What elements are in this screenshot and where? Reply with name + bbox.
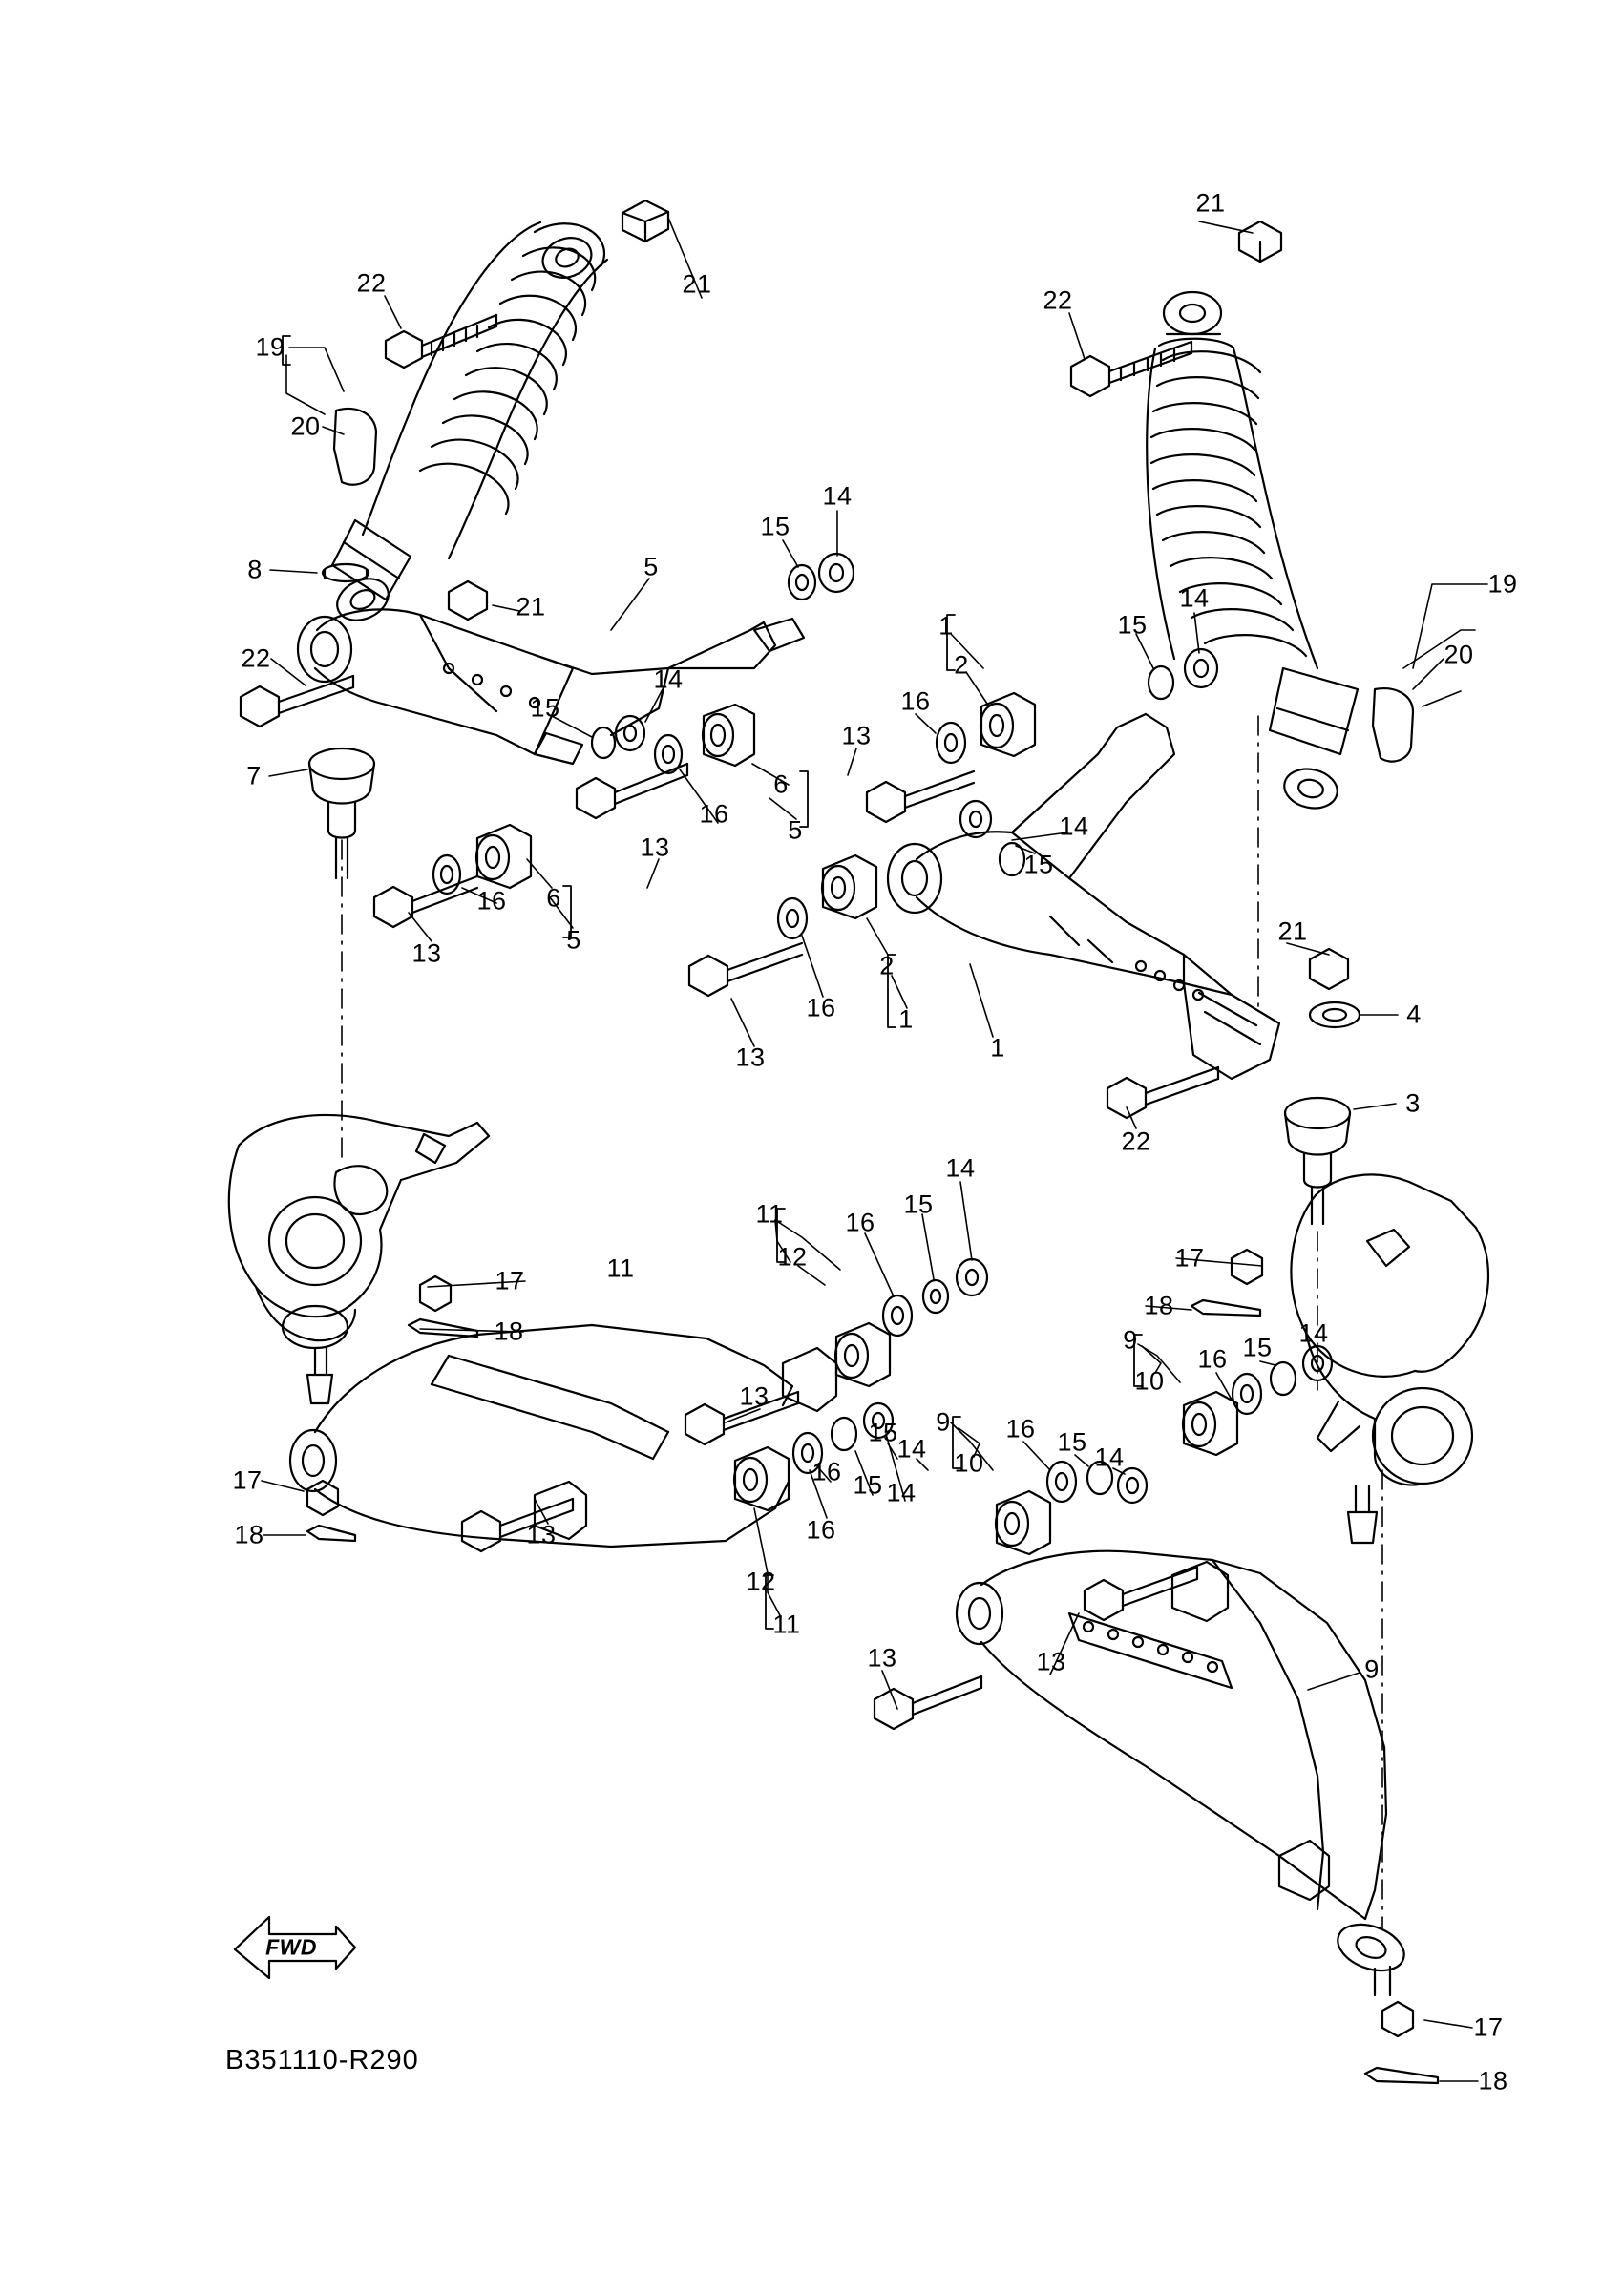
callout-number: 14: [822, 481, 853, 511]
collar-15-d: [1149, 666, 1173, 699]
bolt-21-upper-left: [622, 200, 668, 242]
nut-17-left: [420, 1276, 451, 1311]
bolt-22-mid-right: [1107, 1067, 1218, 1118]
callout-number: 16: [806, 1515, 836, 1545]
callout-number: 16: [699, 799, 729, 829]
callout-number: 15: [903, 1190, 934, 1219]
bolt-13-g: [1085, 1568, 1197, 1620]
callout-number: 17: [232, 1465, 263, 1495]
callout-number: 4: [1406, 1000, 1422, 1029]
washer-14-e: [957, 1259, 987, 1295]
callout-number: 19: [255, 332, 285, 362]
callout-number: 12: [777, 1242, 808, 1272]
bushing-6-a: [703, 705, 754, 766]
callout-number: 1: [990, 1033, 1005, 1063]
callout-number: 18: [494, 1317, 524, 1346]
callout-number: 17: [495, 1266, 525, 1295]
callout-number: 21: [1195, 188, 1226, 218]
callout-number: 11: [606, 1253, 635, 1283]
callout-number: 17: [1473, 2012, 1504, 2042]
steering-knuckle-left: [229, 1115, 489, 1403]
callout-number: 14: [945, 1153, 976, 1183]
callout-number: 14: [653, 664, 684, 694]
bushing-12-b: [734, 1447, 789, 1510]
callout-number: 14: [1059, 811, 1089, 841]
collar-16-e: [883, 1295, 912, 1336]
callout-number: 16: [476, 886, 507, 916]
callout-number: 9: [936, 1407, 951, 1437]
callout-number: 18: [1144, 1291, 1174, 1320]
callout-number: 15: [868, 1418, 898, 1447]
callout-number: 2: [879, 951, 895, 980]
callout-number: 13: [841, 721, 872, 750]
callout-number: 16: [812, 1457, 842, 1486]
part-code-label: B351110-R290: [225, 2045, 419, 2075]
callout-number: 1: [898, 1004, 914, 1034]
callout-number: 13: [411, 938, 442, 968]
cotter-pin-18-lower-left: [307, 1526, 355, 1541]
collar-16-h: [1047, 1462, 1076, 1502]
nut-17-bottom: [1382, 2002, 1413, 2036]
callout-number: 6: [546, 883, 561, 913]
callout-number: 15: [1117, 610, 1148, 640]
bushing-6-b: [476, 825, 531, 888]
callout-number: 15: [530, 693, 560, 723]
callout-number: 22: [241, 643, 271, 673]
cotter-pin-18-left: [409, 1319, 477, 1337]
leader-lines: [262, 218, 1487, 2081]
callout-number: 14: [1094, 1443, 1125, 1472]
washer-14-a: [819, 554, 854, 592]
callout-number: 13: [867, 1643, 897, 1673]
bump-stop-left: [334, 409, 376, 485]
cotter-pin-18-right: [1191, 1300, 1260, 1316]
callout-number: 14: [886, 1478, 917, 1507]
callout-number: 20: [290, 411, 321, 441]
bump-stop-right: [1373, 688, 1413, 761]
callout-number: 18: [1478, 2066, 1508, 2096]
ring-4: [1310, 1002, 1360, 1027]
callout-number: 8: [247, 555, 263, 584]
washer-14-c: [960, 801, 991, 837]
callout-number: 16: [1197, 1344, 1228, 1374]
callout-number: 5: [788, 815, 803, 845]
callout-number: 5: [566, 925, 581, 955]
callout-number: 21: [516, 592, 546, 621]
callout-number: 22: [356, 268, 387, 298]
callout-number: 1: [938, 611, 954, 641]
bolt-21-arm-left: [449, 581, 487, 620]
callout-number: 22: [1121, 1127, 1151, 1156]
callout-number: 15: [760, 512, 790, 541]
callout-number: 13: [526, 1520, 557, 1549]
callout-number: 10: [1134, 1366, 1165, 1396]
cotter-pin-18-bottom: [1365, 2068, 1438, 2083]
collar-15-f: [832, 1418, 856, 1450]
bolt-22-arm-left: [241, 676, 353, 727]
bushing-2-b: [822, 855, 876, 918]
callout-number: 16: [806, 993, 836, 1022]
callout-number: 5: [643, 552, 659, 581]
ball-joint-3: [1285, 1098, 1350, 1224]
bolt-13-h: [875, 1676, 981, 1729]
bolt-13-d: [689, 943, 802, 996]
shock-absorber-right: [1147, 292, 1358, 812]
collar-16-g: [1233, 1374, 1261, 1414]
callout-number: 15: [1057, 1427, 1087, 1457]
steering-knuckle-right: [1291, 1174, 1488, 1543]
callout-number: 18: [234, 1520, 264, 1549]
callout-number: 6: [773, 769, 789, 799]
lower-arm-right: [957, 1551, 1410, 1995]
bushing-12-a: [835, 1323, 890, 1386]
collar-15-a: [789, 565, 815, 600]
callout-number: 15: [853, 1470, 883, 1500]
bolt-13-c: [867, 771, 974, 822]
callout-number: 3: [1405, 1088, 1421, 1118]
callout-number: 17: [1174, 1243, 1205, 1273]
callout-number: 10: [954, 1448, 984, 1478]
callout-number: 11: [755, 1199, 784, 1229]
washer-14-b: [616, 716, 644, 750]
bolt-21-upper-right: [1239, 221, 1281, 262]
callout-number: 7: [246, 761, 262, 790]
bolt-13-b: [374, 876, 477, 927]
bushing-10-b: [996, 1491, 1050, 1554]
collar-16-c: [937, 723, 965, 763]
callout-number: 21: [682, 269, 712, 299]
callout-number: 13: [735, 1043, 766, 1072]
callout-number: 13: [739, 1381, 769, 1411]
callout-number: 21: [1277, 916, 1308, 946]
callout-number: 14: [896, 1434, 927, 1464]
callout-number: 22: [1043, 285, 1073, 315]
callout-number: 15: [1023, 850, 1054, 879]
collar-15-e: [923, 1280, 948, 1313]
callout-number: 14: [1179, 583, 1210, 613]
callout-number: 19: [1487, 569, 1518, 599]
upper-arm-left: [298, 609, 804, 764]
callout-number: 16: [845, 1208, 875, 1237]
callout-number: 16: [900, 686, 931, 716]
washer-14-d: [1185, 649, 1217, 687]
bushing-10-a: [1183, 1392, 1237, 1455]
fwd-label: FWD: [265, 1934, 317, 1960]
collar-15-g: [1271, 1362, 1296, 1395]
callout-number: 9: [1364, 1654, 1380, 1684]
callout-number: 16: [1005, 1414, 1036, 1443]
collar-16-d: [778, 898, 807, 938]
callout-number: 15: [1242, 1333, 1273, 1362]
callout-number: 11: [772, 1610, 801, 1639]
callout-number: 12: [746, 1567, 776, 1596]
callout-number: 20: [1444, 640, 1474, 669]
callout-number: 13: [1036, 1647, 1066, 1676]
bushing-2-a: [980, 693, 1035, 756]
callout-number: 2: [954, 650, 969, 680]
upper-arm-right: [888, 714, 1279, 1079]
nut-17-right: [1232, 1250, 1262, 1284]
collar-15-b: [592, 727, 615, 758]
callout-number: 13: [640, 832, 670, 862]
bolt-22-upper-right: [1071, 342, 1191, 396]
callout-number: 14: [1298, 1318, 1329, 1348]
callout-number: 9: [1123, 1325, 1138, 1355]
nut-17-lower-left: [307, 1481, 338, 1515]
